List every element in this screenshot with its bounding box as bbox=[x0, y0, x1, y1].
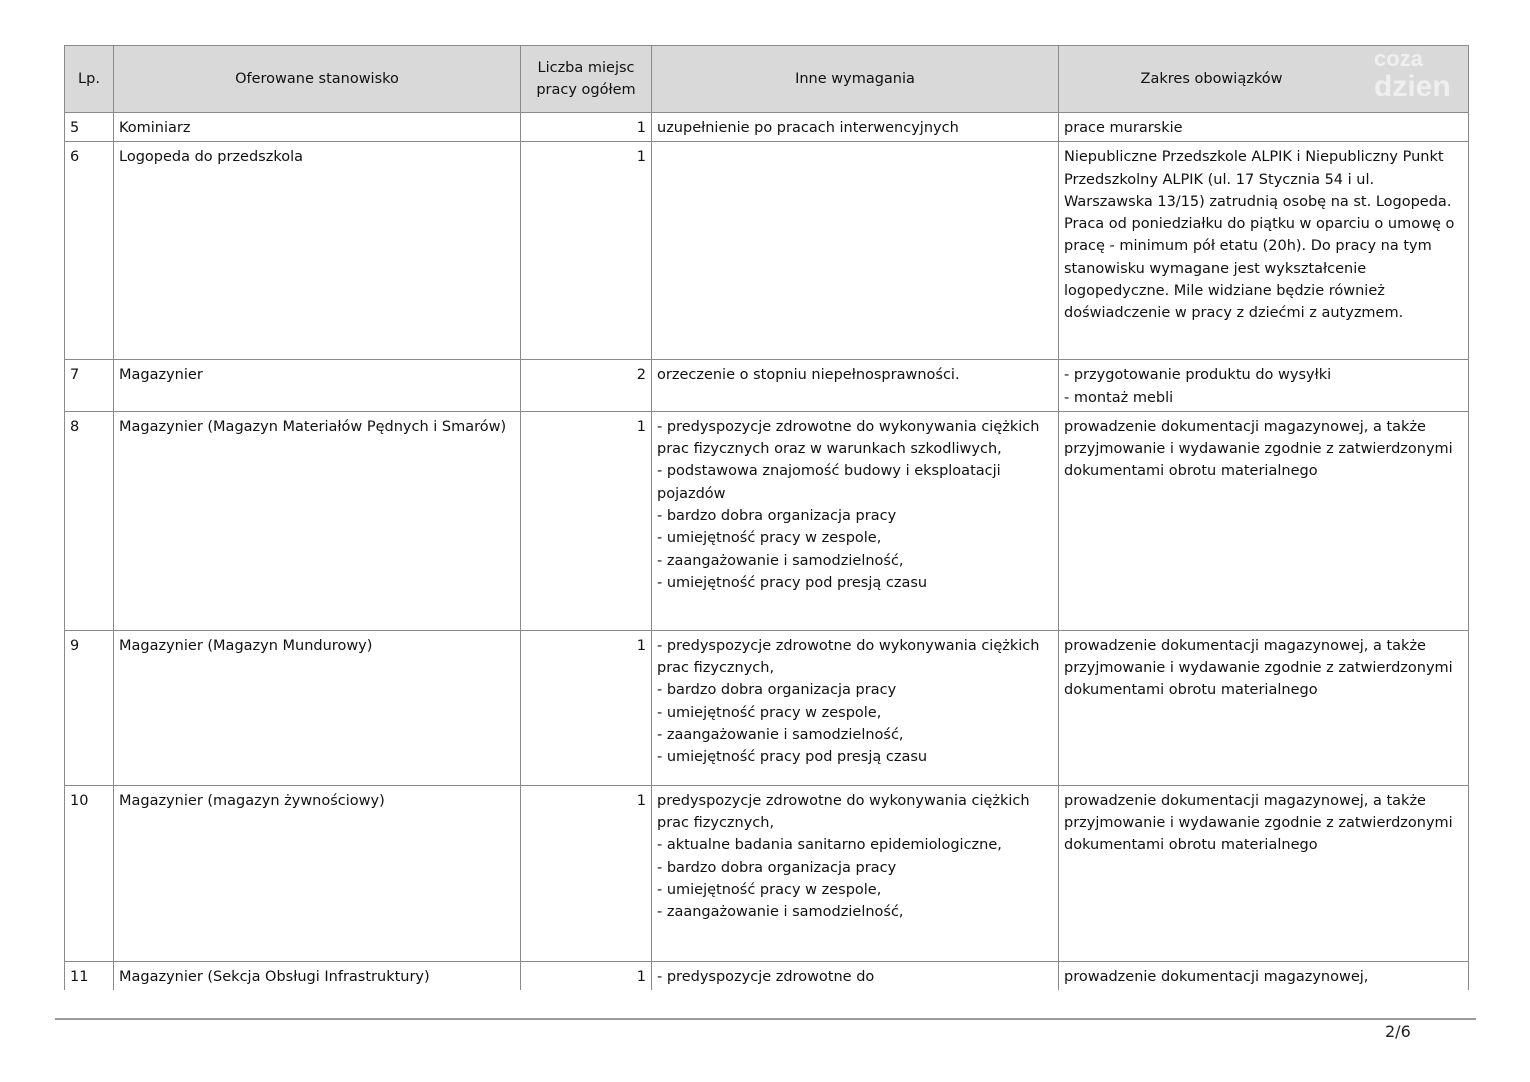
cell-stanowisko: Logopeda do przedszkola bbox=[114, 142, 521, 360]
table-row bbox=[65, 142, 1469, 360]
cell-liczba: 1 bbox=[521, 411, 652, 630]
header-liczba: Liczba miejsc pracy ogółem bbox=[521, 46, 652, 113]
cell-zakres: prowadzenie dokumentacji magazynowej, bbox=[1059, 961, 1469, 1021]
table-header bbox=[65, 46, 1469, 113]
job-offers-table bbox=[64, 45, 1469, 1021]
cell-lp: 11 bbox=[65, 961, 114, 1021]
cell-lp: 5 bbox=[65, 113, 114, 142]
cell-liczba: 1 bbox=[521, 113, 652, 142]
cell-stanowisko: Kominiarz bbox=[114, 113, 521, 142]
header-zakres: Zakres obowiązków bbox=[1059, 46, 1469, 113]
cell-lp: 8 bbox=[65, 411, 114, 630]
header-row bbox=[65, 46, 1469, 113]
cell-lp: 9 bbox=[65, 630, 114, 785]
cell-stanowisko: Magazynier (Magazyn Materiałów Pędnych i Smarów) bbox=[114, 411, 521, 630]
table-row bbox=[65, 411, 1469, 630]
footer-divider bbox=[55, 1018, 1476, 1020]
cell-wymagania: uzupełnienie po pracach interwencyjnych bbox=[652, 113, 1059, 142]
cell-liczba: 1 bbox=[521, 630, 652, 785]
cell-stanowisko: Magazynier (magazyn żywnościowy) bbox=[114, 785, 521, 961]
watermark-text-bottom: dzien bbox=[1374, 70, 1451, 102]
cell-stanowisko: Magazynier bbox=[114, 360, 521, 412]
cell-wymagania: - predyspozycje zdrowotne do wykonywania ciężkich prac fizycznych oraz w warunkach szkodliwych, - podstawowa znajomość budowy i eksploatacji pojazdów - bardzo dobra organizacja pracy - umiejętność pracy w zespole, - zaangażowanie i samodzielność, - umiejętność pracy pod presją czasu bbox=[652, 411, 1059, 630]
cell-zakres: prowadzenie dokumentacji magazynowej, a także przyjmowanie i wydawanie zgodnie z zatwierdzonymi dokumentami obrotu materialnego bbox=[1059, 411, 1469, 630]
cell-zakres: Niepubliczne Przedszkole ALPIK i Niepubliczny Punkt Przedszkolny ALPIK (ul. 17 Stycznia 54 i ul. Warszawska 13/15) zatrudnią osobę na st. Logopeda. Praca od poniedziałku do piątku w oparciu o umowę o pracę - minimum pół etatu (20h). Do pracy na tym stanowisku wymagane jest wykształcenie logopedyczne. Mile widziane będzie również doświadczenie w pracy z dziećmi z autyzmem. bbox=[1059, 142, 1469, 360]
cell-zakres: prace murarskie bbox=[1059, 113, 1469, 142]
watermark-text-top: coza bbox=[1374, 46, 1423, 71]
cell-wymagania bbox=[652, 142, 1059, 360]
cell-wymagania: orzeczenie o stopniu niepełnosprawności. bbox=[652, 360, 1059, 412]
cell-zakres: prowadzenie dokumentacji magazynowej, a także przyjmowanie i wydawanie zgodnie z zatwierdzonymi dokumentami obrotu materialnego bbox=[1059, 785, 1469, 961]
watermark-logo bbox=[1372, 44, 1468, 102]
cell-liczba: 1 bbox=[521, 142, 652, 360]
cell-stanowisko: Magazynier (Sekcja Obsługi Infrastruktury) bbox=[114, 961, 521, 1021]
cell-wymagania: - predyspozycje zdrowotne do wykonywania ciężkich prac fizycznych, - bardzo dobra organizacja pracy - umiejętność pracy w zespole, - zaangażowanie i samodzielność, - umiejętność pracy pod presją czasu bbox=[652, 630, 1059, 785]
cell-lp: 7 bbox=[65, 360, 114, 412]
cell-liczba: 1 bbox=[521, 961, 652, 1021]
table-body bbox=[65, 113, 1469, 1022]
table-row bbox=[65, 785, 1469, 961]
cell-zakres: prowadzenie dokumentacji magazynowej, a także przyjmowanie i wydawanie zgodnie z zatwierdzonymi dokumentami obrotu materialnego bbox=[1059, 630, 1469, 785]
table-row bbox=[65, 360, 1469, 412]
page-number: 2/6 bbox=[1385, 1022, 1411, 1041]
header-stanowisko: Oferowane stanowisko bbox=[114, 46, 521, 113]
cell-lp: 10 bbox=[65, 785, 114, 961]
cell-liczba: 1 bbox=[521, 785, 652, 961]
cell-wymagania: - predyspozycje zdrowotne do bbox=[652, 961, 1059, 1021]
cell-liczba: 2 bbox=[521, 360, 652, 412]
header-wymagania: Inne wymagania bbox=[652, 46, 1059, 113]
cell-lp: 6 bbox=[65, 142, 114, 360]
table-row bbox=[65, 630, 1469, 785]
cell-stanowisko: Magazynier (Magazyn Mundurowy) bbox=[114, 630, 521, 785]
cell-wymagania: predyspozycje zdrowotne do wykonywania ciężkich prac fizycznych, - aktualne badania sanitarno epidemiologiczne, - bardzo dobra organizacja pracy - umiejętność pracy w zespole, - zaangażowanie i samodzielność, bbox=[652, 785, 1059, 961]
cell-zakres: - przygotowanie produktu do wysyłki - montaż mebli bbox=[1059, 360, 1469, 412]
header-lp: Lp. bbox=[65, 46, 114, 113]
table-row bbox=[65, 113, 1469, 142]
page-clip-mask bbox=[0, 990, 1530, 1082]
